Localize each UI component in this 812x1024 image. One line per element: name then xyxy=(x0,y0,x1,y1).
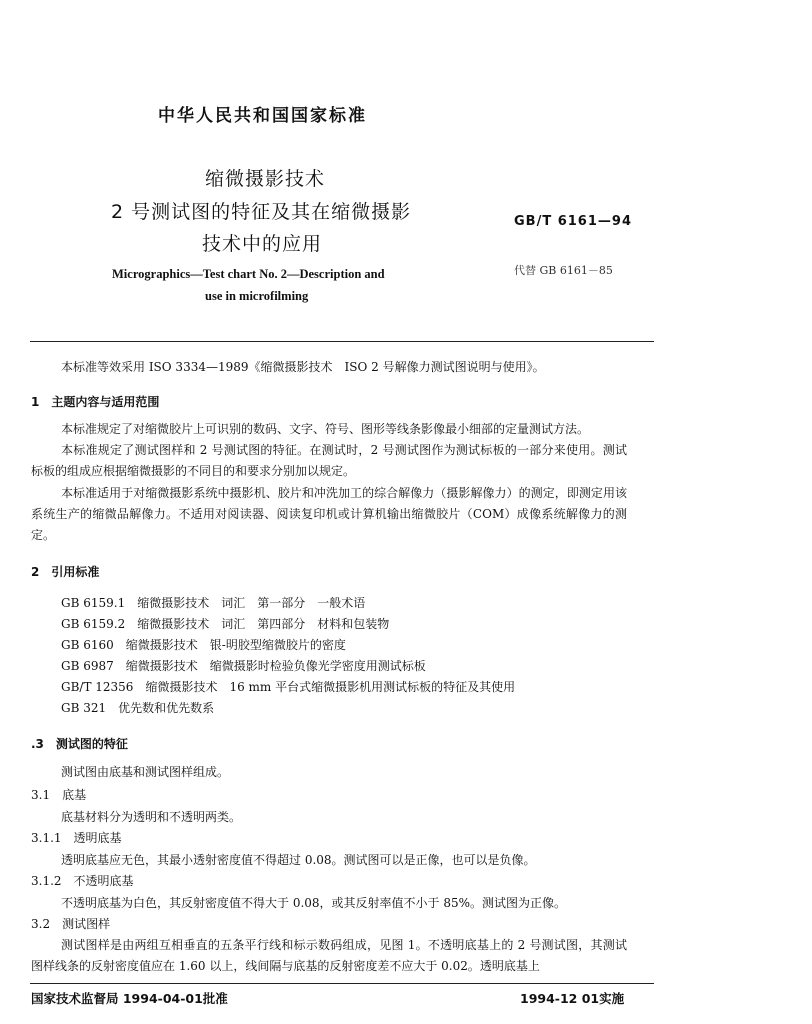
section-2-heading: 2 引用标准 xyxy=(31,565,100,579)
national-standard-title: 中华人民共和国国家标准 xyxy=(158,106,367,126)
title-line-2: 2 号测试图的特征及其在缩微摄影 xyxy=(111,201,412,223)
english-title-line-1: Micrographics—Test chart No. 2—Description and xyxy=(112,267,385,281)
reference-item: GB 6160 缩微摄影技术 银-明胶型缩微胶片的密度 xyxy=(61,638,346,652)
section-3-1-2-text: 不透明底基为白色，其反射密度值不得大于 0.08，或其反射率值不小于 85%。测试图为正像。 xyxy=(61,896,567,910)
replaces-note: 代替 GB 6161－85 xyxy=(514,264,613,277)
title-line-1: 缩微摄影技术 xyxy=(205,168,326,190)
section-1-paragraph-1: 本标准规定了对缩微胶片上可识别的数码、文字、符号、图形等线条影像最小细部的定量测试方法。 xyxy=(61,422,590,436)
section-1-paragraph-2: 本标准规定了测试图样和 2 号测试图的特征。在测试时，2 号测试图作为测试标板的一部分来使用。测试标板的组成应根据缩微摄影的不同目的和要求分别加以规定。 xyxy=(31,443,627,478)
section-1-heading: 1 主题内容与适用范围 xyxy=(31,395,160,409)
reference-item: GB/T 12356 缩微摄影技术 16 mm 平台式缩微摄影机用测试标板的特征及其使用 xyxy=(61,680,516,694)
intro-paragraph: 本标准等效采用 ISO 3334—1989《缩微摄影技术 ISO 2 号解像力测试图说明与使用》。 xyxy=(61,360,545,374)
section-1-paragraph-3: 本标准适用于对缩微摄影系统中摄影机、胶片和冲洗加工的综合解像力（摄影解像力）的测定，即测定用该系统生产的缩微品解像力。不适用对阅读器、阅读复印机或计算机输出缩微胶片（COM）成像系统解像力的测定。 xyxy=(31,486,627,542)
reference-item: GB 6159.2 缩微摄影技术 词汇 第四部分 材料和包装物 xyxy=(61,617,390,631)
section-3-1-1-text: 透明底基应无色，其最小透射密度值不得超过 0.08。测试图可以是正像，也可以是负像。 xyxy=(61,853,536,867)
section-3-heading: .3 测试图的特征 xyxy=(31,737,128,751)
approval-date: 国家技术监督局 1994-04-01批准 xyxy=(31,991,228,1006)
implementation-date: 1994-12 01实施 xyxy=(520,991,625,1006)
section-3-1-2-heading: 3.1.2 不透明底基 xyxy=(31,874,134,888)
section-3-1-text: 底基材料分为透明和不透明两类。 xyxy=(61,810,242,824)
header-divider xyxy=(30,341,654,342)
section-3-1-heading: 3.1 底基 xyxy=(31,788,87,802)
reference-item: GB 321 优先数和优先数系 xyxy=(61,701,215,715)
reference-item: GB 6987 缩微摄影技术 缩微摄影时检验负像光学密度用测试标板 xyxy=(61,659,426,673)
english-title-line-2: use in microfilming xyxy=(205,289,309,303)
section-3-1-1-heading: 3.1.1 透明底基 xyxy=(31,831,122,845)
standard-code: GB/T 6161—94 xyxy=(514,214,632,229)
footer-divider xyxy=(30,983,654,984)
section-3-2-text: 测试图样是由两组互相垂直的五条平行线和标示数码组成，见图 1。不透明底基上的 2 号测试图，其测试图样线条的反射密度值应在 1.60 以上，线间隔与底基的反射密度差不应大于 0.02。透明底基上 xyxy=(31,938,627,973)
title-line-3: 技术中的应用 xyxy=(202,233,323,255)
reference-item: GB 6159.1 缩微摄影技术 词汇 第一部分 一般术语 xyxy=(61,596,366,610)
section-3-2-heading: 3.2 测试图样 xyxy=(31,917,111,931)
section-3-intro: 测试图由底基和测试图样组成。 xyxy=(61,765,230,779)
